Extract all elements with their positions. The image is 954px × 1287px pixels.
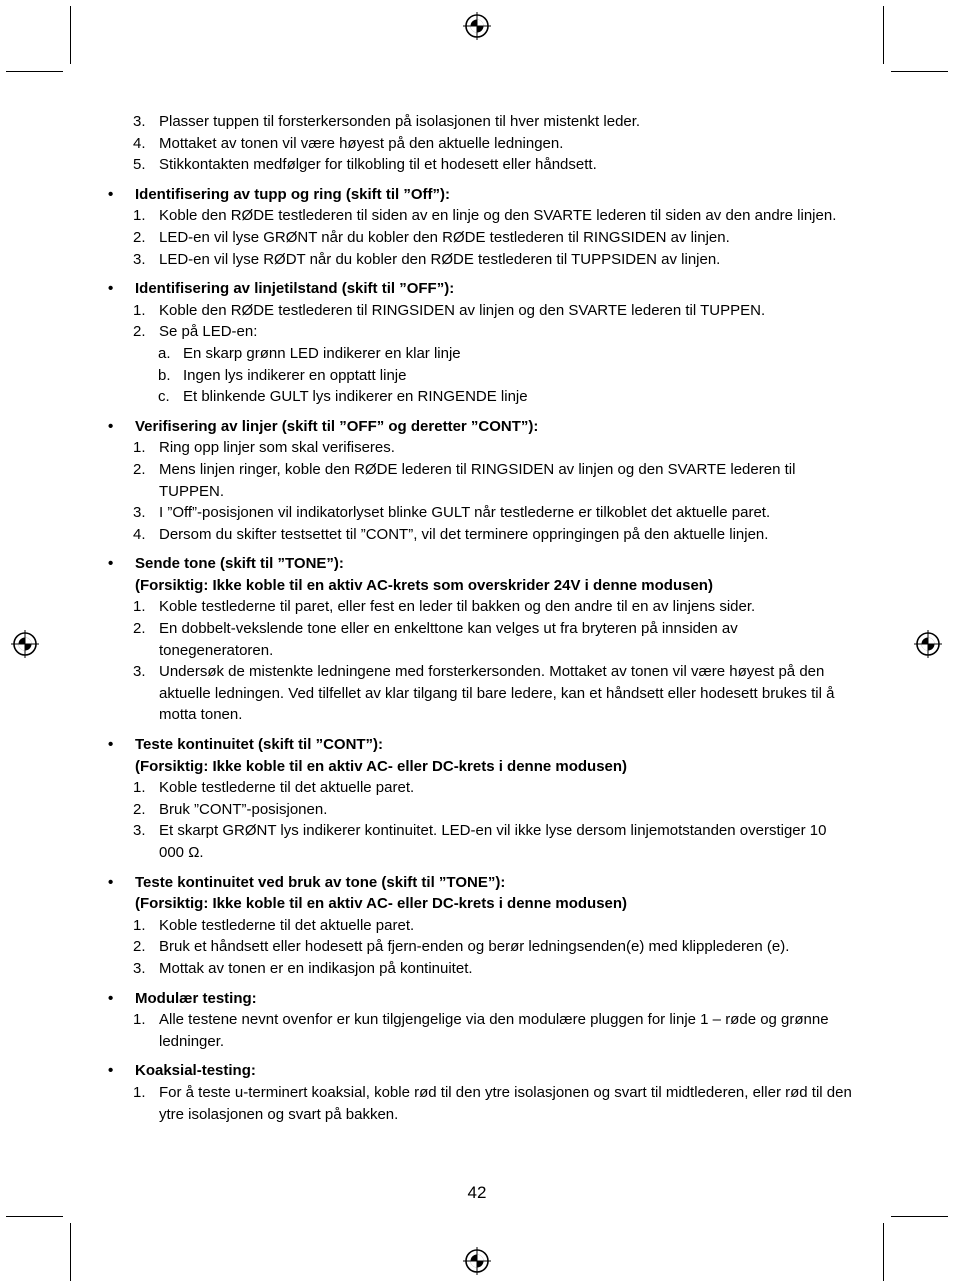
document-body xyxy=(108,111,853,1133)
intro-list xyxy=(108,111,853,176)
crop-mark xyxy=(6,1216,63,1217)
crop-mark xyxy=(883,1223,884,1281)
list-item: 3. Plasser tuppen til forsterkersonden på isolasjonen til hver mistenkt leder. xyxy=(133,113,641,130)
list-item: 5. Stikkontakten medfølger for tilkobling til et hodesett eller håndsett. xyxy=(133,156,597,174)
list-item: 3. Et skarpt GRØNT lys indikerer kontinuitet. LED-en vil ikke lyse dersom linjemotstanden overstiger 10 000 Ω. xyxy=(133,822,827,861)
section-heading: • Identifisering av tupp og ring (skift til ”Off”): xyxy=(108,184,853,206)
list-item: 2. LED-en vil lyse GRØNT når du kobler den RØDE testlederen til RINGSIDEN av linjen. xyxy=(133,228,730,246)
registration-mark-icon xyxy=(462,11,492,41)
section-heading: • Identifisering av linjetilstand (skift til ”OFF”): xyxy=(108,278,853,300)
list-item: 2. Bruk et håndsett eller hodesett på fjern-enden og berør ledningsenden(e) med klipplederen (e). xyxy=(133,938,790,956)
section-line-verification xyxy=(108,416,853,546)
crop-mark xyxy=(891,1216,948,1217)
list-item: 1. Koble testlederne til paret, eller fest en leder til bakken og den andre til en av linjens sider. xyxy=(133,598,756,616)
registration-mark-icon xyxy=(913,629,943,659)
list-item: 3. LED-en vil lyse RØDT når du kobler den RØDE testlederen til TUPPSIDEN av linjen. xyxy=(133,250,721,268)
list-item: 1. Koble testlederne til det aktuelle paret. xyxy=(133,779,415,797)
list-item: 2. Bruk ”CONT”-posisjonen. xyxy=(133,800,328,818)
sub-list-item: c. Et blinkende GULT lys indikerer en RINGENDE linje xyxy=(158,388,528,406)
caution-note: (Forsiktig: Ikke koble til en aktiv AC- eller DC-krets i denne modusen) xyxy=(135,757,628,775)
bullet-icon: • xyxy=(108,185,114,203)
list-item: 1. Koble testlederne til det aktuelle paret. xyxy=(133,916,415,934)
list-item: 2. En dobbelt-vekslende tone eller en enkelttone kan velges ut fra bryteren på innsiden av tonegeneratoren. xyxy=(133,620,738,659)
page-number: 42 xyxy=(467,1183,487,1202)
list-item: 2. Mens linjen ringer, koble den RØDE lederen til RINGSIDEN av linjen og den SVARTE lederen til TUPPEN. xyxy=(133,460,796,500)
bullet-icon: • xyxy=(108,417,114,435)
section-modular-testing xyxy=(108,988,853,1053)
section-tip-ring-identification xyxy=(108,184,853,270)
section-coaxial-testing xyxy=(108,1060,853,1125)
list-item: 4. Dersom du skifter testsettet til ”CONT”, vil det terminere oppringingen på den aktuelle linjen. xyxy=(133,525,769,543)
section-send-tone xyxy=(108,553,853,726)
bullet-icon: • xyxy=(108,873,114,891)
section-heading: • Teste kontinuitet (skift til ”CONT”): xyxy=(108,734,853,756)
list-item: 1. For å teste u-terminert koaksial, koble rød til den ytre isolasjonen og svart til midtlederen, eller rød til den ytre isolasjonen og svart på bakken. xyxy=(133,1083,852,1123)
registration-mark-icon xyxy=(462,1246,492,1276)
bullet-icon: • xyxy=(108,1062,114,1080)
section-heading: • Teste kontinuitet ved bruk av tone (skift til ”TONE”): xyxy=(108,872,853,894)
caution-note: (Forsiktig: Ikke koble til en aktiv AC- eller DC-krets i denne modusen) xyxy=(135,895,628,913)
bullet-icon: • xyxy=(108,280,114,298)
crop-mark xyxy=(6,71,63,72)
list-item: 3. Mottak av tonen er en indikasjon på kontinuitet. xyxy=(133,959,473,977)
list-item: 2. Se på LED-en: xyxy=(133,323,258,341)
crop-mark xyxy=(70,1223,71,1281)
list-item: 1. Alle testene nevnt ovenfor er kun tilgjengelige via den modulære pluggen for linje 1 – røde og grønne ledninger. xyxy=(133,1011,829,1050)
crop-mark xyxy=(891,71,948,72)
bullet-icon: • xyxy=(108,555,114,573)
registration-mark-icon xyxy=(10,629,40,659)
list-item: 1. Koble den RØDE testlederen til siden av en linje og den SVARTE lederen til siden av den andre linjen. xyxy=(133,207,837,225)
bullet-icon: • xyxy=(108,736,114,754)
list-item: 1. Koble den RØDE testlederen til RINGSIDEN av linjen og den SVARTE lederen til TUPPEN. xyxy=(133,301,766,319)
sub-list-item: a. En skarp grønn LED indikerer en klar linje xyxy=(158,344,461,362)
section-heading: • Verifisering av linjer (skift til ”OFF” og deretter ”CONT”): xyxy=(108,416,853,438)
section-heading: • Modulær testing: xyxy=(108,988,853,1010)
list-item: 3. I ”Off”-posisjonen vil indikatorlyset blinke GULT når testlederne er tilkoblet det aktuelle paret. xyxy=(133,504,771,522)
bullet-icon: • xyxy=(108,989,114,1007)
list-item: 3. Undersøk de mistenkte ledningene med forsterkersonden. Mottaket av tonen vil være høyest på den aktuelle ledningen. Ved tilfellet av klar tilgang til bare ledere, kan et håndsett eller hodesett brukes til å motta tonen. xyxy=(133,663,835,724)
section-continuity-tone-test xyxy=(108,872,853,980)
crop-mark xyxy=(70,6,71,64)
sub-list-item: b. Ingen lys indikerer en opptatt linje xyxy=(158,366,407,384)
section-heading: • Sende tone (skift til ”TONE”): xyxy=(108,553,853,575)
list-item: 1. Ring opp linjer som skal verifiseres. xyxy=(133,439,395,457)
list-item: 4. Mottaket av tonen vil være høyest på den aktuelle ledningen. xyxy=(133,134,564,152)
crop-mark xyxy=(883,6,884,64)
section-line-status xyxy=(108,278,853,408)
section-continuity-test xyxy=(108,734,853,864)
caution-note: (Forsiktig: Ikke koble til en aktiv AC-krets som overskrider 24V i denne modusen) xyxy=(135,576,713,594)
section-heading: • Koaksial-testing: xyxy=(108,1060,853,1082)
